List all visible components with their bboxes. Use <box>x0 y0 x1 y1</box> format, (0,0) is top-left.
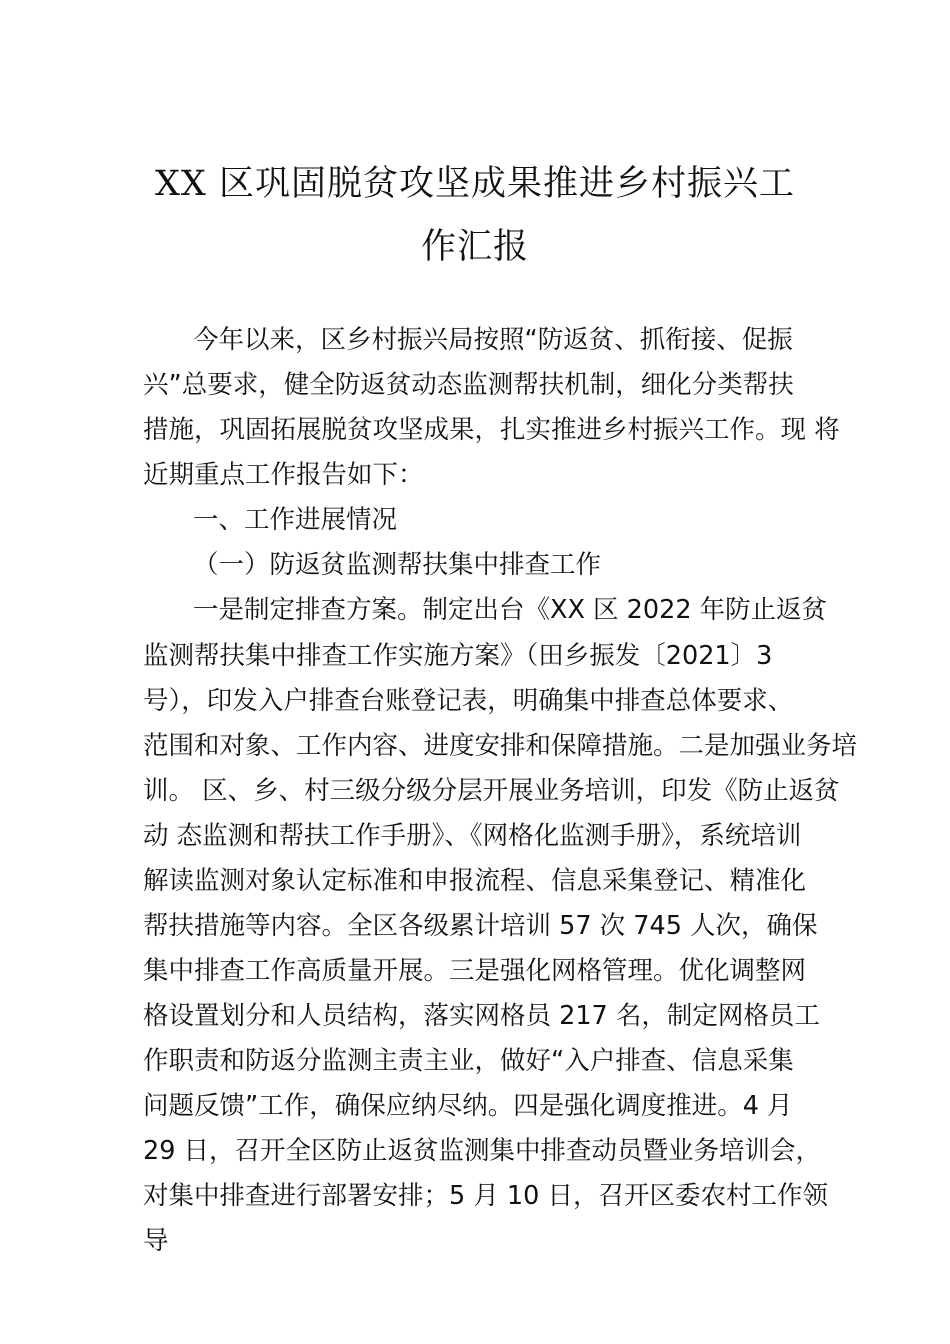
paragraph-intro-line-3: 措施，巩固拓展脱贫攻坚成果，扎实推进乡村振兴工作。现 将 <box>143 415 840 445</box>
body-line-15: 导 <box>143 1226 169 1256</box>
body-line-9: 集中排查工作高质量开展。三是强化网格管理。优化调整网 <box>143 956 807 986</box>
body-line-14: 对集中排查进行部署安排；5 月 10 日，召开区委农村工作领 <box>143 1181 828 1211</box>
section-heading: 一、工作进展情况 <box>193 505 398 535</box>
body-line-8: 帮扶措施等内容。全区各级累计培训 57 次 745 人次，确保 <box>143 911 818 941</box>
body-line-1: 一是制定排查方案。制定出台《XX 区 2022 年防止返贫 <box>193 595 828 625</box>
body-line-2: 监测帮扶集中排查工作实施方案》（田乡振发〔2021〕3 <box>143 641 773 671</box>
paragraph-intro-line-4: 近期重点工作报告如下： <box>143 460 424 490</box>
paragraph-intro-line-1: 今年以来，区乡村振兴局按照“防返贫、抓衔接、促振 <box>193 325 793 355</box>
subsection-heading: （一）防返贫监测帮扶集中排查工作 <box>193 550 602 580</box>
body-line-11: 作职责和防返分监测主责主业，做好“入户排查、信息采集 <box>143 1046 794 1076</box>
paragraph-intro-line-2: 兴”总要求，健全防返贫动态监测帮扶机制，细化分类帮扶 <box>143 370 794 400</box>
document-title-line-1: XX 区巩固脱贫攻坚成果推进乡村振兴工 <box>155 164 795 204</box>
body-line-10: 格设置划分和人员结构，落实网格员 217 名，制定网格员工 <box>143 1001 820 1031</box>
body-line-4: 范围和对象、工作内容、进度安排和保障措施。二是加强业务培 <box>143 731 858 761</box>
body-line-3: 号），印发入户排查台账登记表，明确集中排查总体要求、 <box>143 686 794 716</box>
body-line-12: 问题反馈”工作，确保应纳尽纳。四是强化调度推进。4 月 <box>143 1091 793 1121</box>
body-line-13: 29 日，召开全区防止返贫监测集中排查动员暨业务培训会， <box>143 1136 822 1166</box>
body-line-5: 训。 区、乡、村三级分级分层开展业务培训，印发《防止返贫 <box>143 776 840 806</box>
body-line-7: 解读监测对象认定标准和申报流程、信息采集登记、精准化 <box>143 866 807 896</box>
document-title-line-2: 作汇报 <box>420 227 529 267</box>
body-line-6: 动 态监测和帮扶工作手册》、《网格化监测手册》，系统培训 <box>143 821 802 851</box>
